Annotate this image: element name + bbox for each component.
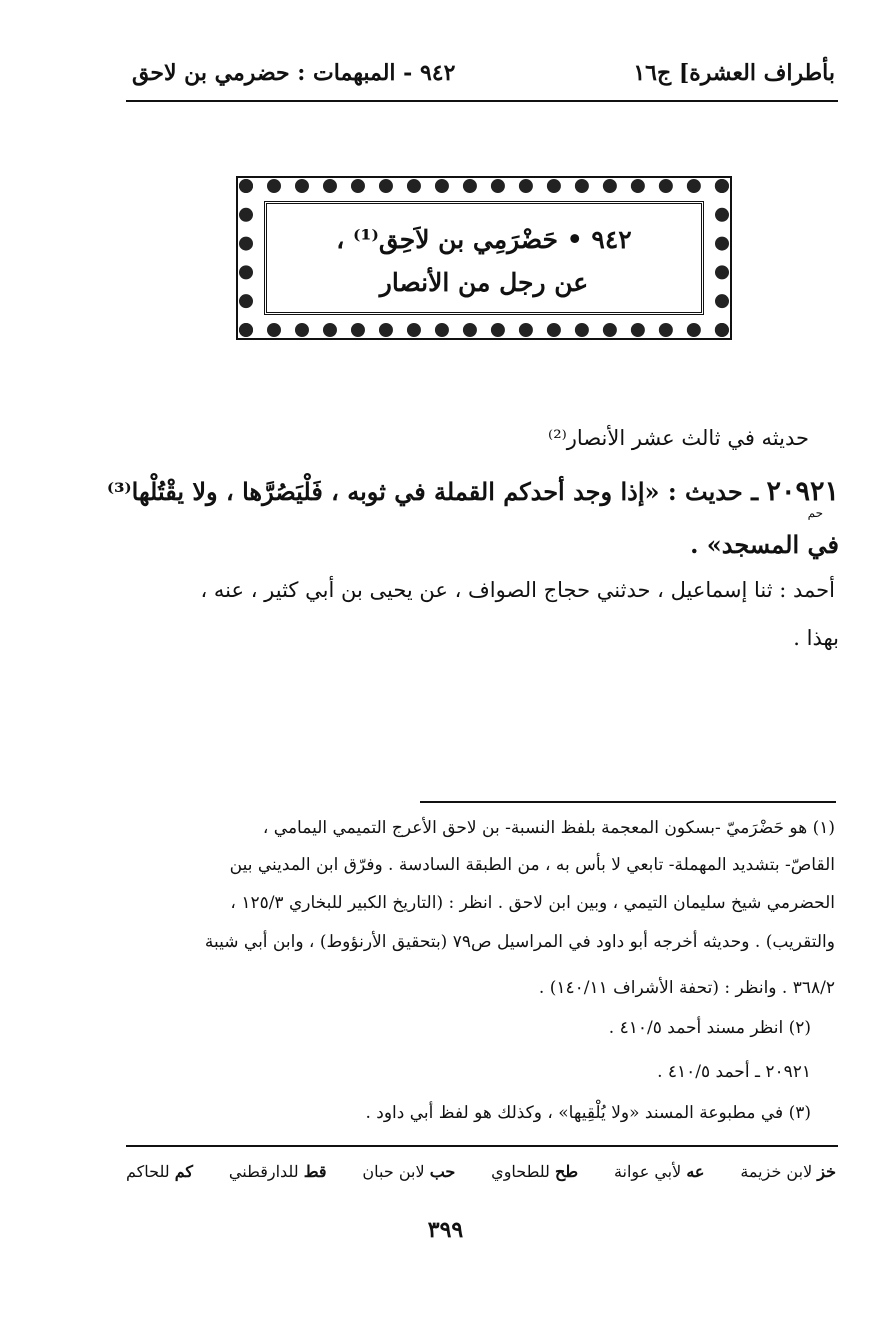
- footnote-line: (٢) انظر مسند أحمد ٤١٠/٥ .: [608, 1018, 811, 1038]
- entry-subtitle: عن رجل من الأنصار: [379, 268, 589, 297]
- footnote-line: الحضرمي شيخ سليمان التيمي ، وبين ابن لاحق . انظر : (التاريخ الكبير للبخاري ١٢٥/٣ ،: [230, 893, 835, 913]
- abbrev-item: خز لابن خزيمة: [740, 1162, 836, 1181]
- abbrev-item: طح للطحاوي: [491, 1162, 579, 1181]
- entry-title: ٩٤٢ • حَضْرَمِي بن لاَحِق⁽¹⁾ ،: [336, 225, 632, 254]
- page-number: ٣٩٩: [427, 1217, 464, 1243]
- abbrev-item: كم للحاكم: [126, 1162, 194, 1181]
- abbrev-item: قط للدارقطني: [228, 1162, 327, 1181]
- abbrev-item: عه لأبي عوانة: [613, 1162, 705, 1181]
- footnote-line: (١) هو حَضْرَميّ -بسكون المعجمة بلفظ النسبة- بن لاحق الأعرج التميمي اليمامي ،: [262, 818, 835, 838]
- footnote-line: ٢٠٩٢١ ـ أحمد ٤١٠/٥ .: [657, 1062, 811, 1082]
- hadith-line: [107, 476, 839, 507]
- running-header-left: ٩٤٢ - المبهمات : حضرمي بن لاحق: [132, 60, 456, 86]
- running-header-right: بأطراف العشرة] ج١٦: [633, 60, 835, 86]
- header-rule: [126, 100, 838, 102]
- abbreviations-legend: [126, 1162, 836, 1181]
- abbrev-item: حب لابن حبان: [362, 1162, 456, 1181]
- title-frame-inner: [264, 201, 704, 315]
- footnote-line: القاصّ- بتشديد المهملة- تابعي لا بأس به ، من الطبقة السادسة . وفرّق ابن المديني بين: [229, 855, 835, 875]
- footnote-line: (٣) في مطبوعة المسند «ولا يُلْقِيها» ، وكذلك هو لفظ أبي داود .: [365, 1103, 811, 1123]
- hadith-text: ـ حديث : «إذا وجد أحدكم القملة في ثوبه ، فَلْيَصُرَّها ، ولا يقْتُلْها⁽³⁾: [106, 477, 759, 506]
- footnote-rule: [420, 801, 836, 803]
- source-code-label: حم: [807, 506, 823, 520]
- isnad-line: أحمد : ثنا إسماعيل ، حدثني حجاج الصواف ، عن يحيى بن أبي كثير ، عنه ،: [200, 578, 835, 602]
- isnad-line: بهذا .: [793, 626, 839, 650]
- hadith-number: ٢٠٩٢١: [766, 476, 839, 507]
- section-subheading: حديثه في ثالث عشر الأنصار⁽²⁾: [548, 426, 809, 450]
- abbreviations-rule: [126, 1145, 838, 1147]
- footnote-line: والتقريب) . وحديثه أخرجه أبو داود في المراسيل ص٧٩ (بتحقيق الأرنؤوط) ، وابن أبي شيبة: [204, 932, 835, 952]
- hadith-text-continued: في المسجد» .: [690, 530, 839, 559]
- footnote-line: ٣٦٨/٢ . وانظر : (تحفة الأشراف ١٤٠/١١) .: [538, 978, 835, 998]
